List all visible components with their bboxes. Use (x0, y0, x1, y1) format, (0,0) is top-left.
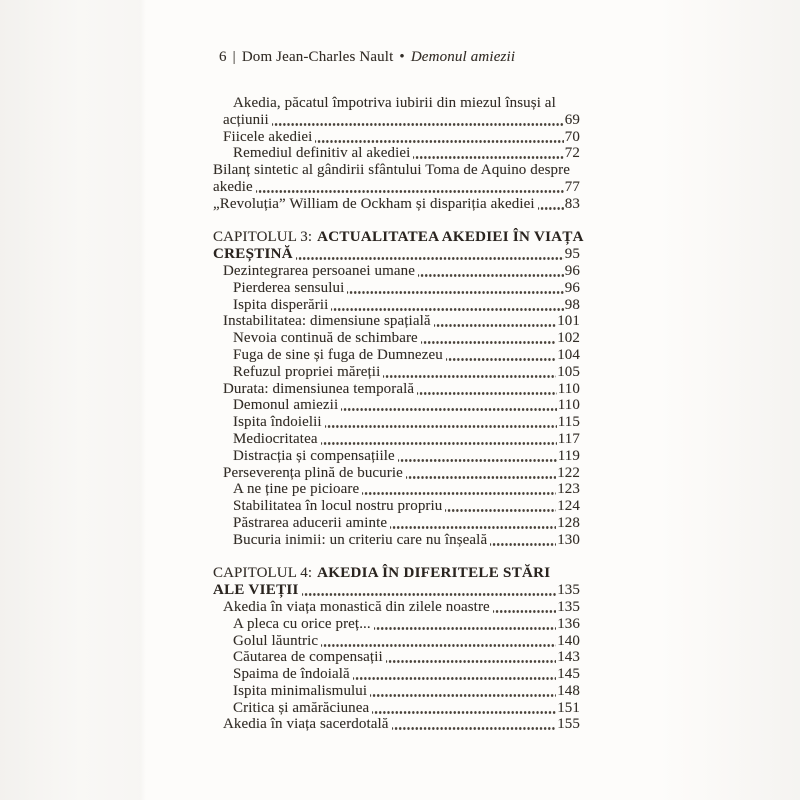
toc-line (213, 112, 580, 129)
entry-title: Ispita disperării (233, 296, 329, 313)
entry-page-number: 143 (557, 649, 580, 666)
entry-title: ACTUALITATEA AKEDIEI ÎN VIAȚA (317, 229, 584, 246)
toc-line (213, 414, 580, 431)
toc-line (213, 364, 580, 381)
entry-title: Distracția și compensațiile (233, 447, 395, 464)
dot-leader (341, 397, 557, 414)
entry-page-number: 95 (564, 246, 580, 263)
entry-title: Bucuria inimii: un criteriu care nu înșeală (233, 531, 488, 548)
toc-line (213, 532, 580, 549)
dot-leader (347, 280, 563, 297)
entry-title: Refuzul propriei măreții (233, 363, 381, 380)
running-header (219, 49, 515, 66)
dot-leader (445, 498, 556, 515)
entry-title: A ne ține pe picioare (233, 481, 360, 498)
entry-page-number: 96 (564, 279, 580, 296)
entry-page-number: 110 (557, 380, 580, 397)
entry-page-number: 96 (564, 262, 580, 279)
table-of-contents (213, 95, 584, 733)
entry-page-number: 145 (557, 666, 580, 683)
entry-title: Remediul definitiv al akediei (233, 145, 411, 162)
dot-leader (418, 263, 564, 280)
dot-leader (392, 716, 557, 733)
entry-page-number: 117 (557, 430, 580, 447)
toc-block (213, 229, 584, 548)
toc-line (213, 397, 580, 414)
dot-leader (374, 616, 556, 633)
scan-edge-right (656, 0, 800, 800)
entry-page-number: 122 (557, 464, 580, 481)
dot-leader (383, 364, 556, 381)
entry-title: Mediocritatea (233, 430, 318, 447)
dot-leader (302, 582, 557, 599)
dot-leader (493, 599, 556, 616)
entry-page-number: 135 (557, 582, 580, 599)
header-author: Dom Jean-Charles Nault (241, 49, 394, 65)
toc-line (213, 229, 584, 246)
dot-leader (421, 330, 556, 347)
toc-line (213, 297, 580, 314)
entry-page-number: 98 (564, 296, 580, 313)
toc-line (213, 498, 580, 515)
entry-page-number: 69 (564, 111, 580, 128)
chapter-prefix: CAPITOLUL 3: (213, 229, 313, 246)
dot-leader (325, 414, 557, 431)
dot-leader (353, 666, 556, 683)
toc-line (213, 599, 580, 616)
toc-line (213, 196, 580, 213)
entry-title: Bilanț sintetic al gândirii sfântului Toma de Aquino despre (213, 162, 571, 179)
toc-line (213, 381, 580, 398)
toc-line (213, 280, 580, 297)
entry-title: ALE VIEȚII (213, 582, 299, 599)
dot-leader (296, 246, 564, 263)
dot-leader (331, 297, 563, 314)
toc-line (213, 649, 580, 666)
toc-line (213, 716, 580, 733)
header-bullet-icon: • (399, 49, 405, 65)
scan-edge-left (0, 0, 146, 800)
toc-line (213, 515, 580, 532)
entry-title: Ispita îndoielii (233, 414, 322, 431)
toc-line (213, 145, 580, 162)
dot-leader (406, 465, 556, 482)
dot-leader (434, 313, 557, 330)
toc-line (213, 465, 580, 482)
entry-page-number: 123 (557, 481, 580, 498)
entry-page-number: 102 (557, 330, 580, 347)
entry-title: Fiicele akediei (223, 128, 313, 145)
entry-page-number: 130 (557, 531, 580, 548)
dot-leader (315, 129, 563, 146)
entry-title: acțiunii (223, 111, 269, 128)
dot-leader (413, 145, 563, 162)
header-page-number: 6 (219, 49, 227, 65)
toc-line (213, 129, 580, 146)
dot-leader (321, 431, 557, 448)
entry-title: A pleca cu orice preț... (233, 615, 371, 632)
toc-line (213, 448, 580, 465)
entry-page-number: 124 (557, 498, 580, 515)
toc-line (213, 246, 580, 263)
entry-page-number: 70 (564, 128, 580, 145)
entry-title: Dezintegrarea persoanei umane (223, 262, 415, 279)
entry-title: Pierderea sensului (233, 279, 345, 296)
dot-leader (446, 347, 556, 364)
entry-page-number: 115 (557, 414, 580, 431)
entry-title: Akedia, păcatul împotriva iubirii din miezul însuși al (233, 95, 556, 111)
entry-page-number: 105 (557, 363, 580, 380)
entry-title: Akedia în viața monastică din zilele noastre (223, 598, 490, 615)
entry-page-number: 128 (557, 514, 580, 531)
chapter-prefix: CAPITOLUL 4: (213, 565, 313, 582)
entry-page-number: 104 (557, 346, 580, 363)
dot-leader (490, 532, 556, 549)
toc-line (213, 313, 580, 330)
dot-leader (386, 649, 556, 666)
entry-title: Nevoia continuă de schimbare (233, 330, 418, 347)
entry-page-number: 119 (557, 447, 580, 464)
entry-title: Perseverența plină de bucurie (223, 464, 403, 481)
toc-line (213, 565, 580, 582)
entry-page-number: 77 (564, 178, 580, 195)
toc-line (213, 95, 580, 112)
toc-line (213, 162, 580, 179)
entry-page-number: 83 (564, 195, 580, 212)
dot-leader (256, 179, 564, 196)
entry-title: CREȘTINĂ (213, 246, 293, 263)
toc-line (213, 179, 580, 196)
entry-title: Demonul amiezii (233, 397, 339, 414)
entry-title: Critica și amărăciunea (233, 699, 370, 716)
entry-page-number: 135 (557, 598, 580, 615)
entry-title: „Revoluția” William de Ockham și dispariția akediei (213, 195, 535, 212)
entry-title: Căutarea de compensații (233, 649, 383, 666)
entry-page-number: 110 (557, 397, 580, 414)
dot-leader (417, 381, 557, 398)
dot-leader (370, 683, 556, 700)
entry-title: akedie (213, 178, 253, 195)
dot-leader (362, 481, 556, 498)
entry-page-number: 140 (557, 632, 580, 649)
toc-line (213, 683, 580, 700)
entry-title: Fuga de sine și fuga de Dumnezeu (233, 346, 443, 363)
toc-line (213, 666, 580, 683)
dot-leader (398, 448, 557, 465)
toc-line (213, 582, 580, 599)
entry-title: Păstrarea aducerii aminte (233, 514, 388, 531)
entry-page-number: 151 (557, 699, 580, 716)
toc-block (213, 565, 580, 733)
entry-title: Golul lăuntric (233, 632, 319, 649)
entry-title: Durata: dimensiunea temporală (223, 380, 415, 397)
entry-title: Ispita minimalismului (233, 682, 368, 699)
entry-page-number: 101 (557, 313, 580, 330)
toc-line (213, 700, 580, 717)
toc-line (213, 330, 580, 347)
entry-page-number: 148 (557, 682, 580, 699)
entry-title: Spaima de îndoială (233, 666, 350, 683)
entry-title: AKEDIA ÎN DIFERITELE STĂRI (317, 565, 551, 582)
toc-line (213, 481, 580, 498)
entry-page-number: 72 (564, 145, 580, 162)
toc-line (213, 431, 580, 448)
entry-page-number: 136 (557, 615, 580, 632)
toc-line (213, 633, 580, 650)
dot-leader (390, 515, 556, 532)
header-book-title: Demonul amiezii (410, 49, 516, 65)
dot-leader (538, 196, 564, 213)
entry-page-number: 155 (557, 716, 580, 733)
dot-leader (272, 112, 564, 129)
header-divider: | (232, 49, 236, 65)
dot-leader (372, 700, 556, 717)
toc-line (213, 347, 580, 364)
toc-line (213, 616, 580, 633)
dot-leader (321, 633, 556, 650)
toc-line (213, 263, 580, 280)
entry-title: Akedia în viața sacerdotală (223, 716, 389, 733)
toc-block (213, 95, 580, 213)
entry-title: Instabilitatea: dimensiune spațială (223, 313, 431, 330)
entry-title: Stabilitatea în locul nostru propriu (233, 498, 443, 515)
